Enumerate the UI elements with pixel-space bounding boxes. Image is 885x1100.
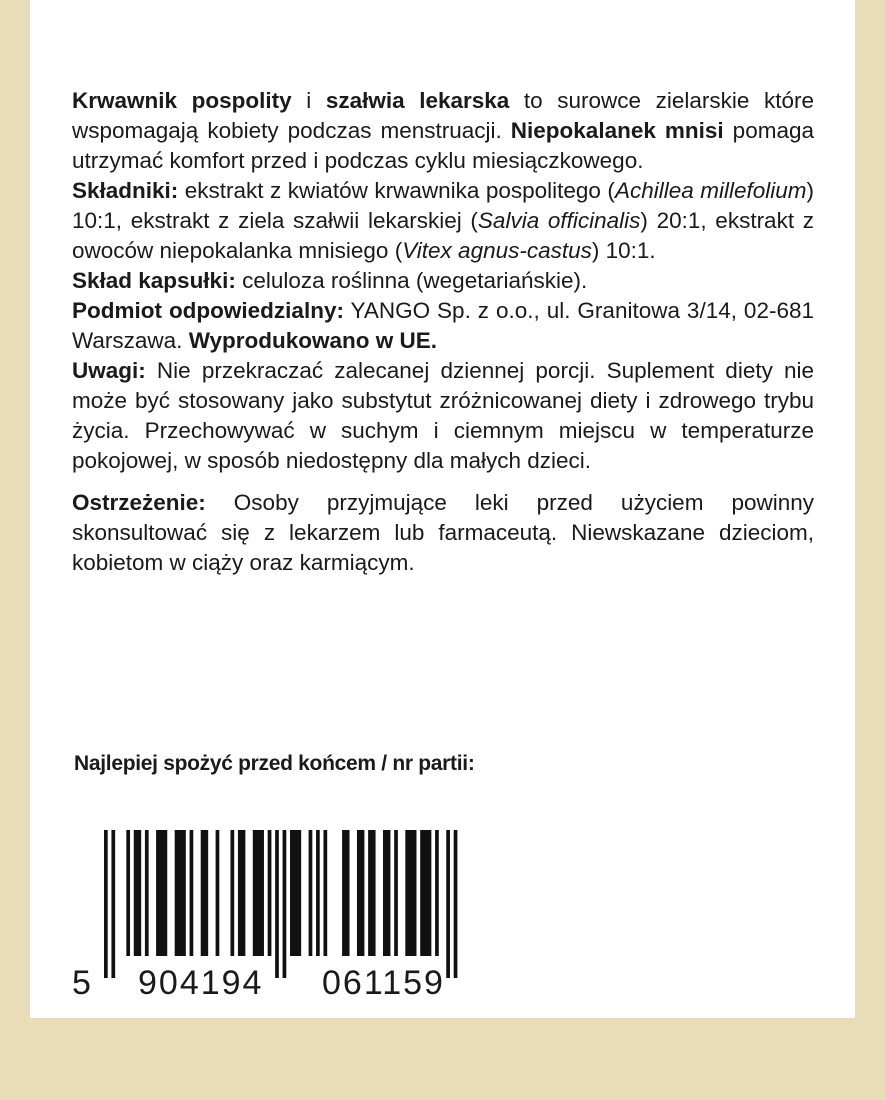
herb-name-3: Niepokalanek mnisi — [510, 118, 724, 143]
barcode-bar — [253, 830, 264, 956]
barcode-bar — [383, 830, 390, 956]
barcode-right-digits: 061159 — [322, 964, 445, 1002]
barcode-bars — [104, 830, 457, 978]
notes-label: Uwagi: — [72, 358, 146, 383]
notes-paragraph: Uwagi: Nie przekraczać zalecanej dziennej porcji. Suplement diety nie może być stosowany jako substytut zróżnicowanej diety i zdrowego trybu życia. Przechowywać w suchym i ciemnym miejscu w temperaturze pokojowej, w sposób niedostępny dla małych dzieci. — [72, 358, 814, 473]
frame-border-left — [0, 0, 30, 1100]
barcode-bar — [216, 830, 220, 956]
barcode-bar — [126, 830, 130, 956]
barcode-bar — [435, 830, 439, 956]
herb-name-1: Krwawnik pospolity — [72, 88, 292, 113]
barcode-guard-bar — [454, 830, 458, 978]
barcode-bar — [316, 830, 320, 956]
barcode-bar — [145, 830, 149, 956]
frame-border-right — [855, 0, 885, 1100]
barcode-bar — [230, 830, 234, 956]
best-before-label: Najlepiej spożyć przed końcem / nr partii: — [74, 752, 475, 775]
herb-name-2: szałwia lekarska — [325, 88, 510, 113]
barcode-bar — [201, 830, 208, 956]
barcode-bar — [238, 830, 245, 956]
barcode-bar — [156, 830, 167, 956]
product-label-text — [72, 86, 814, 578]
barcode-bar — [309, 830, 313, 956]
responsible-paragraph: Podmiot odpowiedzialny: YANGO Sp. z o.o., ul. Granitowa 3/14, 02-681 Warszawa. Wyprodukowano w UE. — [72, 298, 814, 353]
barcode-first-digit: 5 — [72, 964, 91, 1002]
barcode-bar — [368, 830, 375, 956]
barcode-bar — [268, 830, 272, 956]
frame-border-bottom — [0, 1018, 885, 1100]
barcode-guard-bar — [446, 830, 450, 978]
warning-label: Ostrzeżenie: — [72, 490, 206, 515]
barcode-bar — [357, 830, 364, 956]
barcode-guard-bar — [104, 830, 108, 978]
barcode-bar — [190, 830, 194, 956]
barcode-bar — [405, 830, 416, 956]
barcode-guard-bar — [275, 830, 279, 978]
capsule-paragraph: Skład kapsułki: celuloza roślinna (wegetariańskie). — [72, 268, 588, 293]
barcode — [68, 826, 488, 1004]
barcode-left-digits: 904194 — [138, 964, 264, 1002]
barcode-bar — [175, 830, 186, 956]
barcode-graphic — [68, 826, 488, 1004]
barcode-bar — [290, 830, 301, 956]
intro-paragraph: Krwawnik pospolity i szałwia lekarska to surowce zielarskie które wspomagają kobiety podczas menstruacji. Niepokalanek mnisi pomaga utrzymać komfort przed i podczas cyklu miesiączkowego. — [72, 88, 814, 173]
barcode-bar — [323, 830, 327, 956]
barcode-bar — [394, 830, 398, 956]
barcode-bar — [134, 830, 141, 956]
barcode-guard-bar — [111, 830, 115, 978]
capsule-label: Skład kapsułki: — [72, 268, 236, 293]
warning-paragraph: Ostrzeżenie: Osoby przyjmujące leki przed użyciem powinny skonsultować się z lekarzem lub farmaceutą. Niewskazane dzieciom, kobietom w ciąży oraz karmiącym. — [72, 490, 814, 575]
barcode-bar — [420, 830, 431, 956]
made-in-eu: Wyprodukowano w UE. — [188, 328, 438, 353]
barcode-guard-bar — [283, 830, 287, 978]
responsible-label: Podmiot odpowiedzialny: — [72, 298, 344, 323]
barcode-bar — [342, 830, 349, 956]
ingredients-paragraph: Składniki: ekstrakt z kwiatów krwawnika pospolitego (Achillea millefolium) 10:1, ekstrakt z ziela szałwii lekarskiej (Salvia officinalis) 20:1, ekstrakt z owoców niepokalanka mnisiego (Vitex agnus-castus) 10:1. — [72, 178, 814, 263]
ingredients-label: Składniki: — [72, 178, 179, 203]
